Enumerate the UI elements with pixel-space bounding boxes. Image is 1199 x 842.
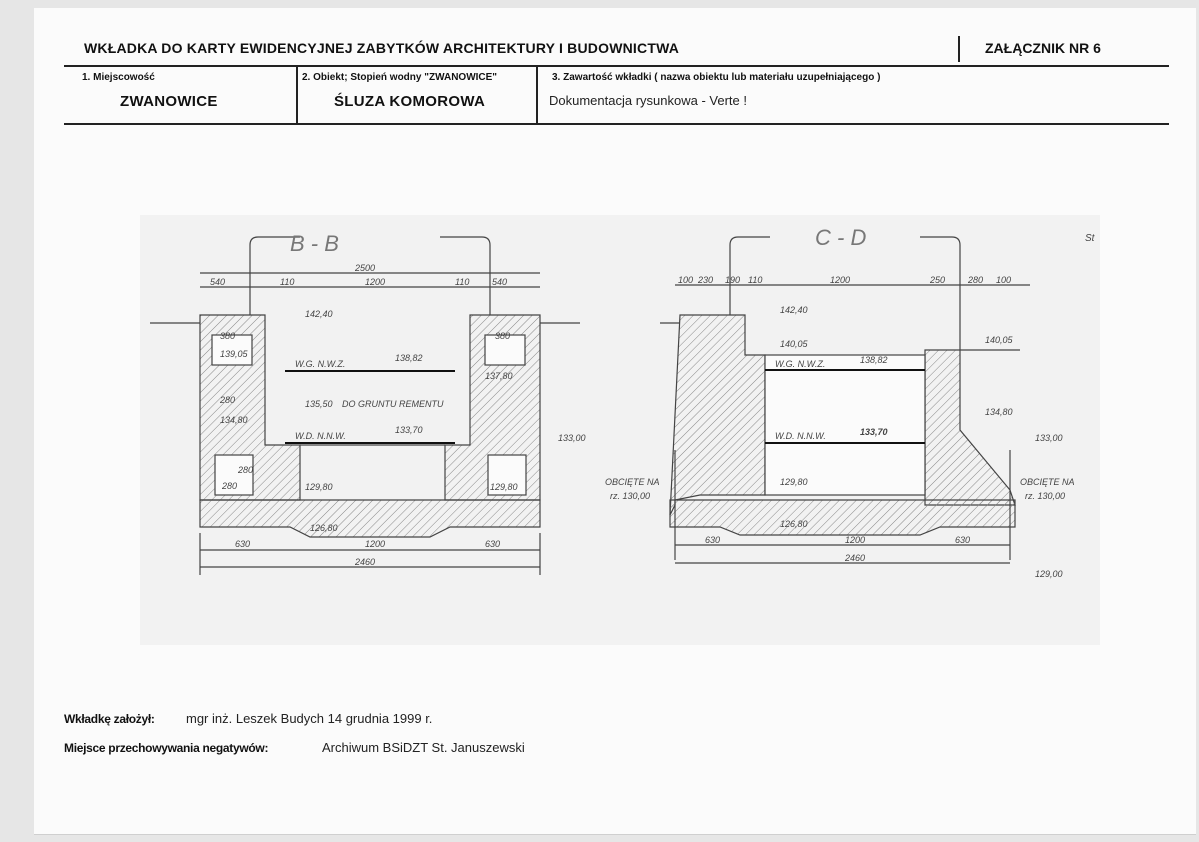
section-c-d-title: C - D bbox=[815, 225, 867, 250]
level-label: 140,05 bbox=[780, 339, 808, 349]
dim-label: 230 bbox=[698, 275, 714, 285]
section-b-b-title: B - B bbox=[290, 231, 339, 256]
level-label: 129,80 bbox=[490, 482, 518, 492]
dim-label: 110 bbox=[748, 275, 763, 285]
object-value: ŚLUZA KOMOROWA bbox=[334, 93, 486, 110]
level-label: 135,50 bbox=[305, 399, 333, 409]
water-label: W.G. N.W.Z. bbox=[295, 359, 346, 369]
level-label: 134,80 bbox=[985, 407, 1013, 417]
table-divider-1 bbox=[296, 66, 298, 124]
dim-label: 630 bbox=[235, 539, 251, 549]
document-title: WKŁADKA DO KARTY EWIDENCYJNEJ ZABYTKÓW ARCHITEKTURY I BUDOWNICTWA bbox=[84, 40, 680, 56]
cut-note: OBCIĘTE NA bbox=[1020, 477, 1075, 487]
object-label: 2. Obiekt; Stopień wodny "ZWANOWICE" bbox=[302, 72, 498, 83]
level-label: 134,80 bbox=[220, 415, 248, 425]
dim-label: 380 bbox=[220, 331, 236, 341]
dim-label: 250 bbox=[930, 275, 946, 285]
water-label: W.D. N.N.W. bbox=[775, 431, 826, 441]
level-label: 133,00 bbox=[558, 433, 586, 443]
level-label: 126,80 bbox=[310, 523, 338, 533]
level-label: 129,80 bbox=[780, 477, 808, 487]
dim-label: 190 bbox=[725, 275, 741, 285]
dim-label: 540 bbox=[492, 277, 508, 287]
table-bottom-rule bbox=[64, 123, 1169, 125]
level-label: 140,05 bbox=[985, 335, 1013, 345]
dim-label: 100 bbox=[996, 275, 1012, 285]
dim-label: 1200 bbox=[365, 277, 386, 287]
dim-label: 2500 bbox=[355, 263, 376, 273]
level-label: 139,05 bbox=[220, 349, 248, 359]
corner-mark: St bbox=[1085, 233, 1095, 244]
level-label: 133,70 bbox=[395, 425, 423, 435]
cut-note: OBCIĘTE NA bbox=[605, 477, 660, 487]
dim-label: 630 bbox=[485, 539, 501, 549]
level-label: 126,80 bbox=[780, 519, 808, 529]
header-divider bbox=[958, 36, 960, 62]
annex-number: ZAŁĄCZNIK NR 6 bbox=[985, 40, 1101, 56]
content-value: Dokumentacja rysunkowa - Verte ! bbox=[549, 93, 747, 108]
dim-label: 280 bbox=[222, 481, 238, 491]
level-label: 142,40 bbox=[780, 305, 808, 315]
dim-label: 100 bbox=[678, 275, 694, 285]
level-label: 129,80 bbox=[305, 482, 333, 492]
level-label: 142,40 bbox=[305, 309, 333, 319]
author-value: mgr inż. Leszek Budych 14 grudnia 1999 r. bbox=[186, 711, 433, 726]
dim-label: 110 bbox=[455, 277, 470, 287]
dim-label: 630 bbox=[705, 535, 721, 545]
storage-label: Miejsce przechowywania negatywów: bbox=[64, 741, 269, 755]
dim-label: 1200 bbox=[365, 539, 386, 549]
level-label: 133,70 bbox=[860, 427, 888, 437]
dim-label: 1200 bbox=[845, 535, 866, 545]
author-label: Wkładkę założył: bbox=[64, 712, 155, 726]
dim-label: 2460 bbox=[355, 557, 376, 567]
dim-label: 280 bbox=[968, 275, 984, 285]
place-value: ZWANOWICE bbox=[120, 93, 218, 110]
dim-label: 2460 bbox=[845, 553, 866, 563]
place-label: 1. Miejscowość bbox=[82, 72, 155, 83]
cut-note: rz. 130,00 bbox=[1025, 491, 1066, 501]
dim-label: 540 bbox=[210, 277, 226, 287]
level-label: 129,00 bbox=[1035, 569, 1063, 579]
header-rule bbox=[64, 65, 1169, 67]
level-label: 137,80 bbox=[485, 371, 513, 381]
level-label: 133,00 bbox=[1035, 433, 1063, 443]
dim-label: 1200 bbox=[830, 275, 851, 285]
dim-label: 630 bbox=[955, 535, 971, 545]
water-label: W.D. N.N.W. bbox=[295, 431, 346, 441]
water-label: W.G. N.W.Z. bbox=[775, 359, 826, 369]
dim-label: 110 bbox=[280, 277, 295, 287]
dim-label: 380 bbox=[495, 331, 511, 341]
table-divider-2 bbox=[536, 66, 538, 124]
dim-label: 280 bbox=[238, 465, 254, 475]
lock-cross-sections-drawing bbox=[140, 215, 1100, 645]
water-value: 138,82 bbox=[395, 353, 423, 363]
level-label: 138,82 bbox=[860, 355, 888, 365]
cut-note: rz. 130,00 bbox=[610, 491, 651, 501]
dim-label: 280 bbox=[220, 395, 236, 405]
storage-value: Archiwum BSiDZT St. Januszewski bbox=[322, 740, 525, 755]
content-label: 3. Zawartość wkładki ( nazwa obiektu lub materiału uzupełniającego ) bbox=[552, 72, 881, 83]
drawing-note: DO GRUNTU REMENTU bbox=[342, 399, 444, 409]
